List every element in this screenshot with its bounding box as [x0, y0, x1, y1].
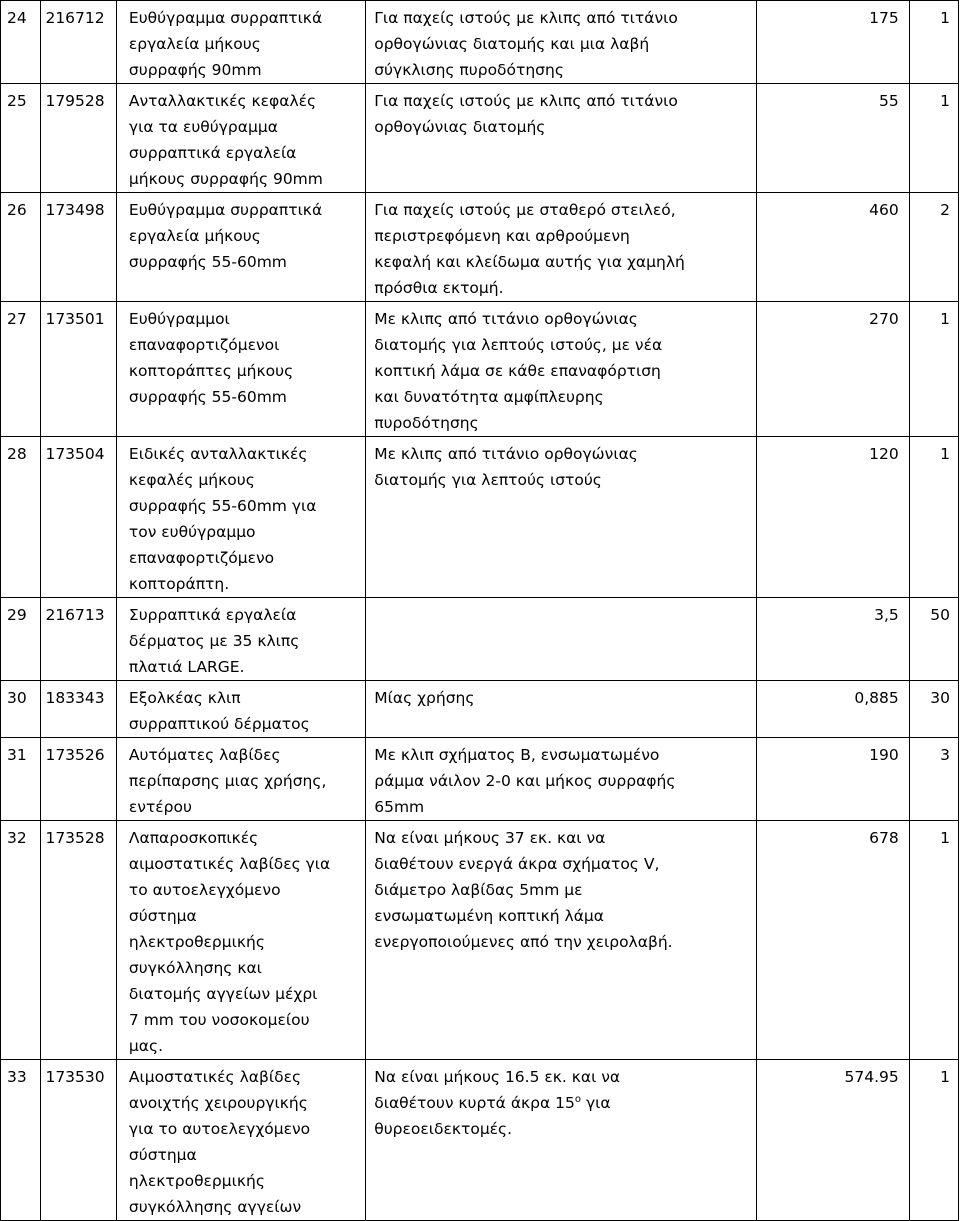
specification-line: διατομής για λεπτούς ιστούς	[374, 471, 602, 489]
description-cell	[116, 84, 365, 193]
row-number: 29	[7, 606, 27, 624]
row-number: 27	[7, 310, 27, 328]
description-line: περίπαρσης μιας χρήσης,	[128, 772, 327, 790]
description-line: συρραφής 55-60mm για	[128, 497, 317, 515]
description-line: Εξολκέας κλιπ	[128, 689, 241, 707]
specification-line: περιστρεφόμενη και αρθρούμενη	[374, 227, 630, 245]
row-number-cell	[1, 1, 41, 84]
description-line: κοπτοράπτες μήκους	[128, 362, 294, 380]
quantity-cell	[909, 681, 958, 738]
row-number: 31	[7, 746, 27, 764]
quantity: 1	[940, 829, 950, 847]
row-number: 28	[7, 445, 27, 463]
specification-cell	[366, 681, 756, 738]
specification-line: 65mm	[374, 798, 425, 816]
quantity-cell	[909, 821, 958, 1060]
unit-price: 55	[879, 92, 899, 110]
description-line: Ανταλλακτικές κεφαλές	[128, 92, 317, 110]
description-line: Ευθύγραμμα συρραπτικά	[128, 201, 323, 219]
specification-cell	[366, 193, 756, 302]
quantity: 1	[940, 445, 950, 463]
row-number-cell	[1, 84, 41, 193]
row-number: 32	[7, 829, 27, 847]
degree-superscript: ο	[574, 1093, 582, 1105]
description-line: σύστημα	[128, 1146, 197, 1164]
item-code: 179528	[45, 92, 105, 110]
table-row	[1, 302, 959, 437]
quantity-cell	[909, 598, 958, 681]
price-cell	[756, 598, 909, 681]
description-line: μας.	[128, 1037, 164, 1055]
description-line: συρραπτικού δέρματος	[128, 715, 310, 733]
description-cell	[116, 437, 365, 598]
specification-line: Με κλιπς από τιτάνιο ορθογώνιας	[374, 310, 638, 328]
description-line: Λαπαροσκοπικές	[128, 829, 259, 847]
specification-line: θυρεοειδεκτομές.	[374, 1120, 513, 1138]
description-line: Συρραπτικά εργαλεία	[128, 606, 297, 624]
description-line: το αυτοελεγχόμενο	[128, 881, 281, 899]
description-line: κοπτοράπτη.	[128, 575, 230, 593]
description-line: επαναφορτιζόμενοι	[128, 336, 280, 354]
price-cell	[756, 302, 909, 437]
description-line: συρραφής 55-60mm	[128, 388, 287, 406]
price-cell	[756, 821, 909, 1060]
unit-price: 120	[869, 445, 899, 463]
quantity-cell	[909, 738, 958, 821]
specification-line: πρόσθια εκτομή.	[374, 279, 504, 297]
specification-cell	[366, 84, 756, 193]
item-code: 216712	[45, 9, 105, 27]
specification-cell	[366, 821, 756, 1060]
description-cell	[116, 681, 365, 738]
item-code: 173530	[45, 1068, 105, 1086]
specification-line: διάμετρο λαβίδας 5mm με	[374, 881, 583, 899]
table-row	[1, 1, 959, 84]
quantity: 2	[940, 201, 950, 219]
item-code: 173528	[45, 829, 105, 847]
description-line: Αιμοστατικές λαβίδες	[128, 1068, 302, 1086]
description-cell	[116, 302, 365, 437]
unit-price: 0,885	[854, 689, 899, 707]
quantity-cell	[909, 437, 958, 598]
description-line: εργαλεία μήκους	[128, 227, 261, 245]
quantity: 1	[940, 1068, 950, 1086]
specification-cell	[366, 598, 756, 681]
unit-price: 460	[869, 201, 899, 219]
description-line: εργαλεία μήκους	[128, 35, 261, 53]
specification-cell	[366, 1060, 756, 1221]
specification-line: ενεργοποιούμενες από την χειρολαβή.	[374, 933, 673, 951]
item-code: 173526	[45, 746, 105, 764]
specification-line: ορθογώνιας διατομής	[374, 118, 546, 136]
price-cell	[756, 1, 909, 84]
quantity: 3	[940, 746, 950, 764]
row-number-cell	[1, 681, 41, 738]
item-code: 173498	[45, 201, 105, 219]
specification-line	[374, 1090, 749, 1116]
quantity: 50	[930, 606, 950, 624]
item-code-cell	[41, 437, 116, 598]
row-number-cell	[1, 1060, 41, 1221]
quantity: 1	[940, 9, 950, 27]
description-line: ηλεκτροθερμικής	[128, 1172, 265, 1190]
description-cell	[116, 821, 365, 1060]
quantity-cell	[909, 193, 958, 302]
unit-price: 678	[869, 829, 899, 847]
specification-line: Με κλιπς από τιτάνιο ορθογώνιας	[374, 445, 638, 463]
description-line: κεφαλές μήκους	[128, 471, 255, 489]
quantity-cell	[909, 1, 958, 84]
items-table-body	[1, 1, 959, 1221]
row-number-cell	[1, 193, 41, 302]
description-line: συρραπτικά εργαλεία	[128, 144, 297, 162]
table-row	[1, 84, 959, 193]
quantity: 1	[940, 92, 950, 110]
unit-price: 270	[869, 310, 899, 328]
description-line: διατομής αγγείων μέχρι	[128, 985, 318, 1003]
description-line: επαναφορτιζόμενο	[128, 549, 275, 567]
specification-line: Μίας χρήσης	[374, 689, 475, 707]
row-number: 33	[7, 1068, 27, 1086]
row-number: 26	[7, 201, 27, 219]
price-cell	[756, 437, 909, 598]
table-row	[1, 681, 959, 738]
row-number: 24	[7, 9, 27, 27]
specification-line: κεφαλή και κλείδωμα αυτής για χαμηλή	[374, 253, 685, 271]
description-line: εντέρου	[128, 798, 192, 816]
description-line: Ευθύγραμμοι	[128, 310, 230, 328]
specification-line: κοπτική λάμα σε κάθε επαναφόρτιση	[374, 362, 661, 380]
description-line: συρραφής 55-60mm	[128, 253, 287, 271]
specification-line: Για παχείς ιστούς με σταθερό στειλεό,	[374, 201, 676, 219]
description-cell	[116, 1060, 365, 1221]
item-code-cell	[41, 1, 116, 84]
description-line: συρραφής 90mm	[128, 61, 262, 79]
item-code-cell	[41, 681, 116, 738]
item-code: 183343	[45, 689, 105, 707]
specification-line: πυροδότησης	[374, 414, 479, 432]
item-code-cell	[41, 738, 116, 821]
item-code-cell	[41, 1060, 116, 1221]
description-line: συγκόλλησης αγγείων	[128, 1198, 302, 1216]
description-line: για τα ευθύγραμμα	[128, 118, 278, 136]
table-row	[1, 598, 959, 681]
description-line: 7 mm του νοσοκομείου	[128, 1011, 310, 1029]
unit-price: 175	[869, 9, 899, 27]
item-code-cell	[41, 84, 116, 193]
specification-line: σύγκλισης πυροδότησης	[374, 61, 564, 79]
description-line: τον ευθύγραμμο	[128, 523, 256, 541]
quantity-cell	[909, 1060, 958, 1221]
specification-line: Για παχείς ιστούς με κλιπς από τιτάνιο	[374, 9, 678, 27]
item-code-cell	[41, 821, 116, 1060]
quantity-cell	[909, 302, 958, 437]
specification-line: ορθογώνιας διατομής και μια λαβή	[374, 35, 650, 53]
specification-line: ενσωματωμένη κοπτική λάμα	[374, 907, 604, 925]
description-cell	[116, 193, 365, 302]
price-cell	[756, 84, 909, 193]
row-number-cell	[1, 437, 41, 598]
unit-price: 3,5	[874, 606, 899, 624]
row-number: 30	[7, 689, 27, 707]
price-cell	[756, 193, 909, 302]
description-line: μήκους συρραφής 90mm	[128, 170, 323, 188]
specification-line: διαθέτουν ενεργά άκρα σχήματος V,	[374, 855, 660, 873]
quantity-cell	[909, 84, 958, 193]
row-number-cell	[1, 821, 41, 1060]
row-number-cell	[1, 598, 41, 681]
description-line: ηλεκτροθερμικής	[128, 933, 265, 951]
description-line: δέρματος με 35 κλιπς	[128, 632, 300, 650]
item-code: 173501	[45, 310, 105, 328]
item-code: 216713	[45, 606, 105, 624]
item-code: 173504	[45, 445, 105, 463]
table-row	[1, 738, 959, 821]
specification-line: διατομής για λεπτούς ιστούς, με νέα	[374, 336, 663, 354]
description-line: συγκόλλησης και	[128, 959, 262, 977]
table-row	[1, 1060, 959, 1221]
item-code-cell	[41, 302, 116, 437]
table-row	[1, 193, 959, 302]
description-line: πλατιά LARGE.	[128, 658, 245, 676]
row-number: 25	[7, 92, 27, 110]
quantity: 30	[930, 689, 950, 707]
specification-line: ράμμα νάιλον 2-0 και μήκος συρραφής	[374, 772, 676, 790]
unit-price: 190	[869, 746, 899, 764]
row-number-cell	[1, 738, 41, 821]
price-cell	[756, 1060, 909, 1221]
table-row	[1, 437, 959, 598]
specification-text: διαθέτουν κυρτά άκρα 15	[374, 1094, 575, 1112]
specification-line: Να είναι μήκους 16.5 εκ. και να	[374, 1068, 621, 1086]
description-line: για το αυτοελεγχόμενο	[128, 1120, 311, 1138]
description-line: Αυτόματες λαβίδες	[128, 746, 281, 764]
row-number-cell	[1, 302, 41, 437]
description-cell	[116, 738, 365, 821]
description-line: ανοιχτής χειρουργικής	[128, 1094, 308, 1112]
specification-text: για	[581, 1094, 611, 1112]
item-code-cell	[41, 598, 116, 681]
specification-cell	[366, 738, 756, 821]
description-line: αιμοστατικές λαβίδες για	[128, 855, 331, 873]
specification-line: Για παχείς ιστούς με κλιπς από τιτάνιο	[374, 92, 678, 110]
description-line: Ειδικές ανταλλακτικές	[128, 445, 308, 463]
description-line: Ευθύγραμμα συρραπτικά	[128, 9, 323, 27]
specification-line: και δυνατότητα αμφίπλευρης	[374, 388, 604, 406]
specification-cell	[366, 302, 756, 437]
table-row	[1, 821, 959, 1060]
quantity: 1	[940, 310, 950, 328]
description-line: σύστημα	[128, 907, 197, 925]
price-cell	[756, 738, 909, 821]
description-cell	[116, 1, 365, 84]
specification-cell	[366, 437, 756, 598]
specification-line: Με κλιπ σχήματος Β, ενσωματωμένο	[374, 746, 660, 764]
item-code-cell	[41, 193, 116, 302]
specification-line: Να είναι μήκους 37 εκ. και να	[374, 829, 606, 847]
description-cell	[116, 598, 365, 681]
price-cell	[756, 681, 909, 738]
specification-cell	[366, 1, 756, 84]
unit-price: 574.95	[844, 1068, 899, 1086]
